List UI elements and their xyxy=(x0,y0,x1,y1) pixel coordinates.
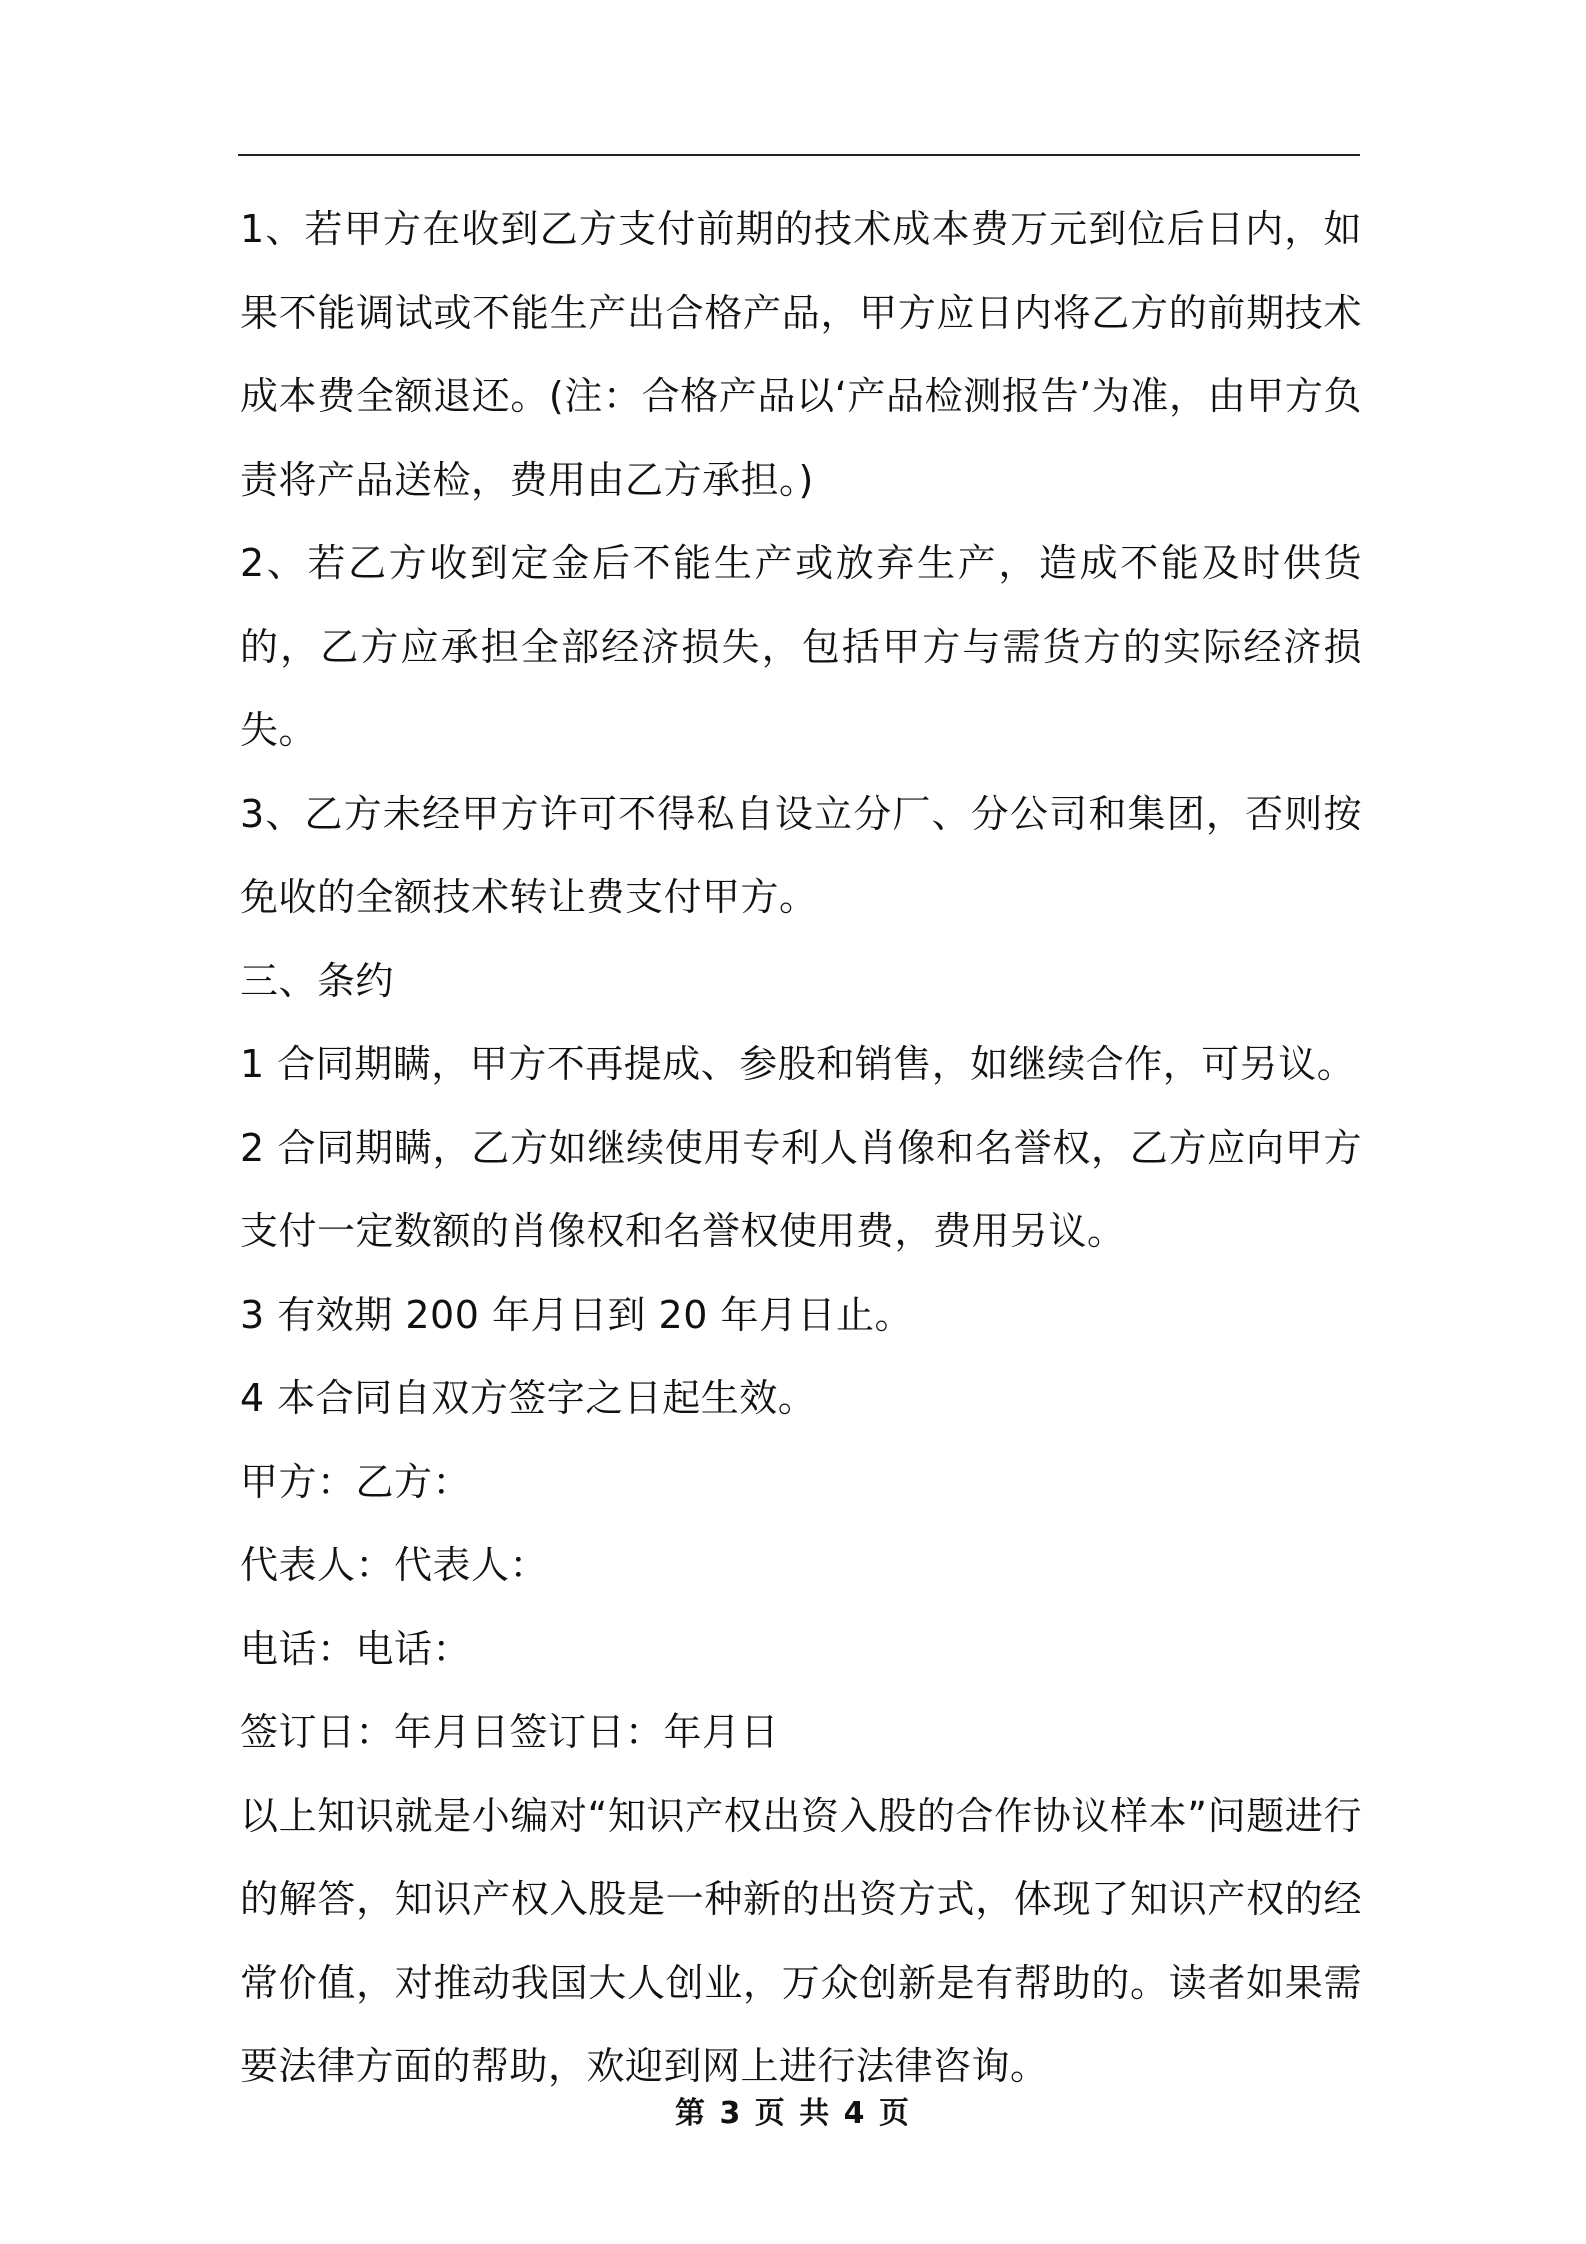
signature-representatives: 代表人：代表人： xyxy=(240,1543,549,1587)
term-1: 1 合同期瞒，甲方不再提成、参股和销售，如继续合作，可另议。 xyxy=(240,1042,1356,1086)
clause-2-loss: 2、若乙方收到定金后不能生产或放弃生产，造成不能及时供货的，乙方应承担全部经济损失，包括甲方与需货方的实际经济损失。 xyxy=(240,541,1362,752)
term-3-validity: 3 有效期 200 年月日到 20 年月日止。 xyxy=(240,1292,913,1337)
term-2: 2 合同期瞒，乙方如继续使用专利人肖像和名誉权，乙方应向甲方支付一定数额的肖像权和名誉权使用费，费用另议。 xyxy=(240,1125,1362,1253)
signature-parties: 甲方：乙方： xyxy=(240,1459,472,1504)
closing-note: 以上知识就是小编对“知识产权出资入股的合作协议样本”问题进行的解答，知识产权入股是一种新的出资方式，体现了知识产权的经常价值，对推动我国大人创业，万众创新是有帮助的。读者如果需要法律方面的帮助，欢迎到网上进行法律咨询。 xyxy=(240,1793,1362,2088)
section-heading-terms: 三、条约 xyxy=(240,958,395,1003)
clause-3-branch: 3、乙方未经甲方许可不得私自设立分厂、分公司和集团，否则按免收的全额技术转让费支付甲方。 xyxy=(240,791,1362,919)
term-4-effective: 4 本合同自双方签字之日起生效。 xyxy=(240,1376,817,1420)
document-body xyxy=(240,188,1362,2109)
signature-phones: 电话：电话： xyxy=(240,1626,472,1671)
clause-1-refund: 1、若甲方在收到乙方支付前期的技术成本费万元到位后日内，如果不能调试或不能生产出合格产品，甲方应日内将乙方的前期技术成本费全额退还。(注：合格产品以‘产品检测报告’为准，由甲方负责将产品送检，费用由乙方承担。) xyxy=(240,207,1362,502)
signature-dates: 签订日：年月日签订日：年月日 xyxy=(240,1710,780,1754)
header-rule xyxy=(238,154,1360,156)
page-footer: 第 3 页 共 4 页 xyxy=(675,2096,911,2131)
